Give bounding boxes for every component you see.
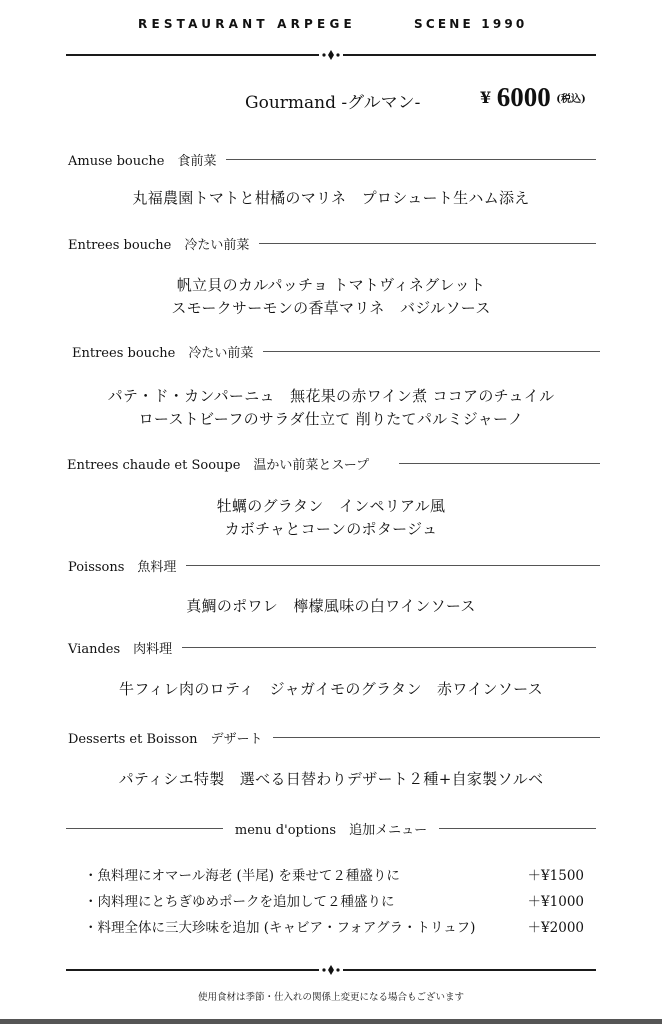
section-heading-amuse	[68, 150, 596, 168]
options-heading-text: menu d'options 追加メニュー	[234, 822, 428, 838]
options-heading	[66, 819, 596, 837]
option-price: ＋¥1500	[527, 868, 584, 884]
option-text: ・魚料理にオマール海老 (半尾) を乗せて２種盛りに	[84, 868, 400, 884]
option-item	[84, 890, 584, 910]
options-divider-left	[66, 828, 223, 829]
section-heading-text: Poissons 魚料理	[68, 559, 177, 575]
section-heading-entrees-1	[68, 234, 596, 252]
section-heading-text: Entrees chaude et Sooupe 温かい前菜とスープ	[67, 457, 370, 473]
section-divider	[273, 737, 600, 738]
scene-label: SCENE 1990	[414, 17, 528, 31]
page-bottom-edge	[0, 1019, 662, 1024]
dish-item: 牡蠣のグラタン インペリアル風	[216, 497, 446, 515]
section-heading-poissons	[68, 556, 600, 574]
section-divider	[186, 565, 600, 566]
section-heading-text: Viandes 肉料理	[68, 641, 173, 657]
section-divider	[226, 159, 596, 160]
dish-item: ローストビーフのサラダ仕立て 削りたてパルミジャーノ	[138, 410, 524, 428]
section-heading-text: Desserts et Boisson デザート	[68, 731, 263, 747]
option-text: ・料理全体に三大珍味を追加 (キャビア・フォアグラ・トリュフ)	[84, 920, 476, 936]
section-heading-text: Amuse bouche 食前菜	[68, 153, 217, 169]
course-title: Gourmand -グルマン-	[245, 93, 421, 113]
footer-note: 使用食材は季節・仕入れの関係上変更になる場合もございます	[197, 992, 464, 1003]
section-heading-text: Entrees bouche 冷たい前菜	[72, 345, 254, 361]
course-price	[480, 82, 586, 113]
dish-item: カボチャとコーンのポタージュ	[224, 520, 438, 538]
option-item	[84, 864, 584, 884]
dish-item: 丸福農園トマトと柑橘のマリネ プロシュート生ハム添え	[132, 189, 530, 207]
option-text: ・肉料理にとちぎゆめポークを追加して２種盛りに	[84, 894, 395, 910]
section-divider	[263, 351, 600, 352]
dish-item: 帆立貝のカルパッチョ トマトヴィネグレット	[176, 276, 486, 294]
section-heading-desserts	[68, 728, 600, 746]
option-item	[84, 916, 584, 936]
section-divider	[259, 243, 596, 244]
restaurant-name: RESTAURANT ARPEGE	[138, 17, 356, 31]
section-heading-viandes	[68, 638, 596, 656]
dish-item: 真鯛のポワレ 檸檬風味の白ワインソース	[186, 597, 476, 615]
bottom-ornament-icon	[319, 964, 343, 976]
option-price: ＋¥1000	[527, 894, 584, 910]
price-currency: ¥	[480, 88, 492, 107]
section-heading-entrees-2	[72, 342, 600, 360]
section-heading-entrees-chaude	[67, 454, 600, 472]
option-price: ＋¥2000	[527, 920, 584, 936]
dish-item: パテ・ド・カンパーニュ 無花果の赤ワイン煮 ココアのチュイル	[107, 387, 555, 405]
section-heading-text: Entrees bouche 冷たい前菜	[68, 237, 250, 253]
top-ornament-icon	[319, 49, 343, 61]
dish-item: スモークサーモンの香草マリネ バジルソース	[171, 299, 491, 317]
dish-item: 牛フィレ肉のロティ ジャガイモのグラタン 赤ワインソース	[119, 680, 543, 698]
section-divider	[399, 463, 600, 464]
section-divider	[182, 647, 596, 648]
price-amount: 6000	[496, 82, 551, 112]
options-divider-right	[439, 828, 596, 829]
dish-item: パティシエ特製 選べる日替わりデザート２種+自家製ソルベ	[118, 770, 544, 788]
price-tax-note: (税込)	[556, 94, 586, 105]
